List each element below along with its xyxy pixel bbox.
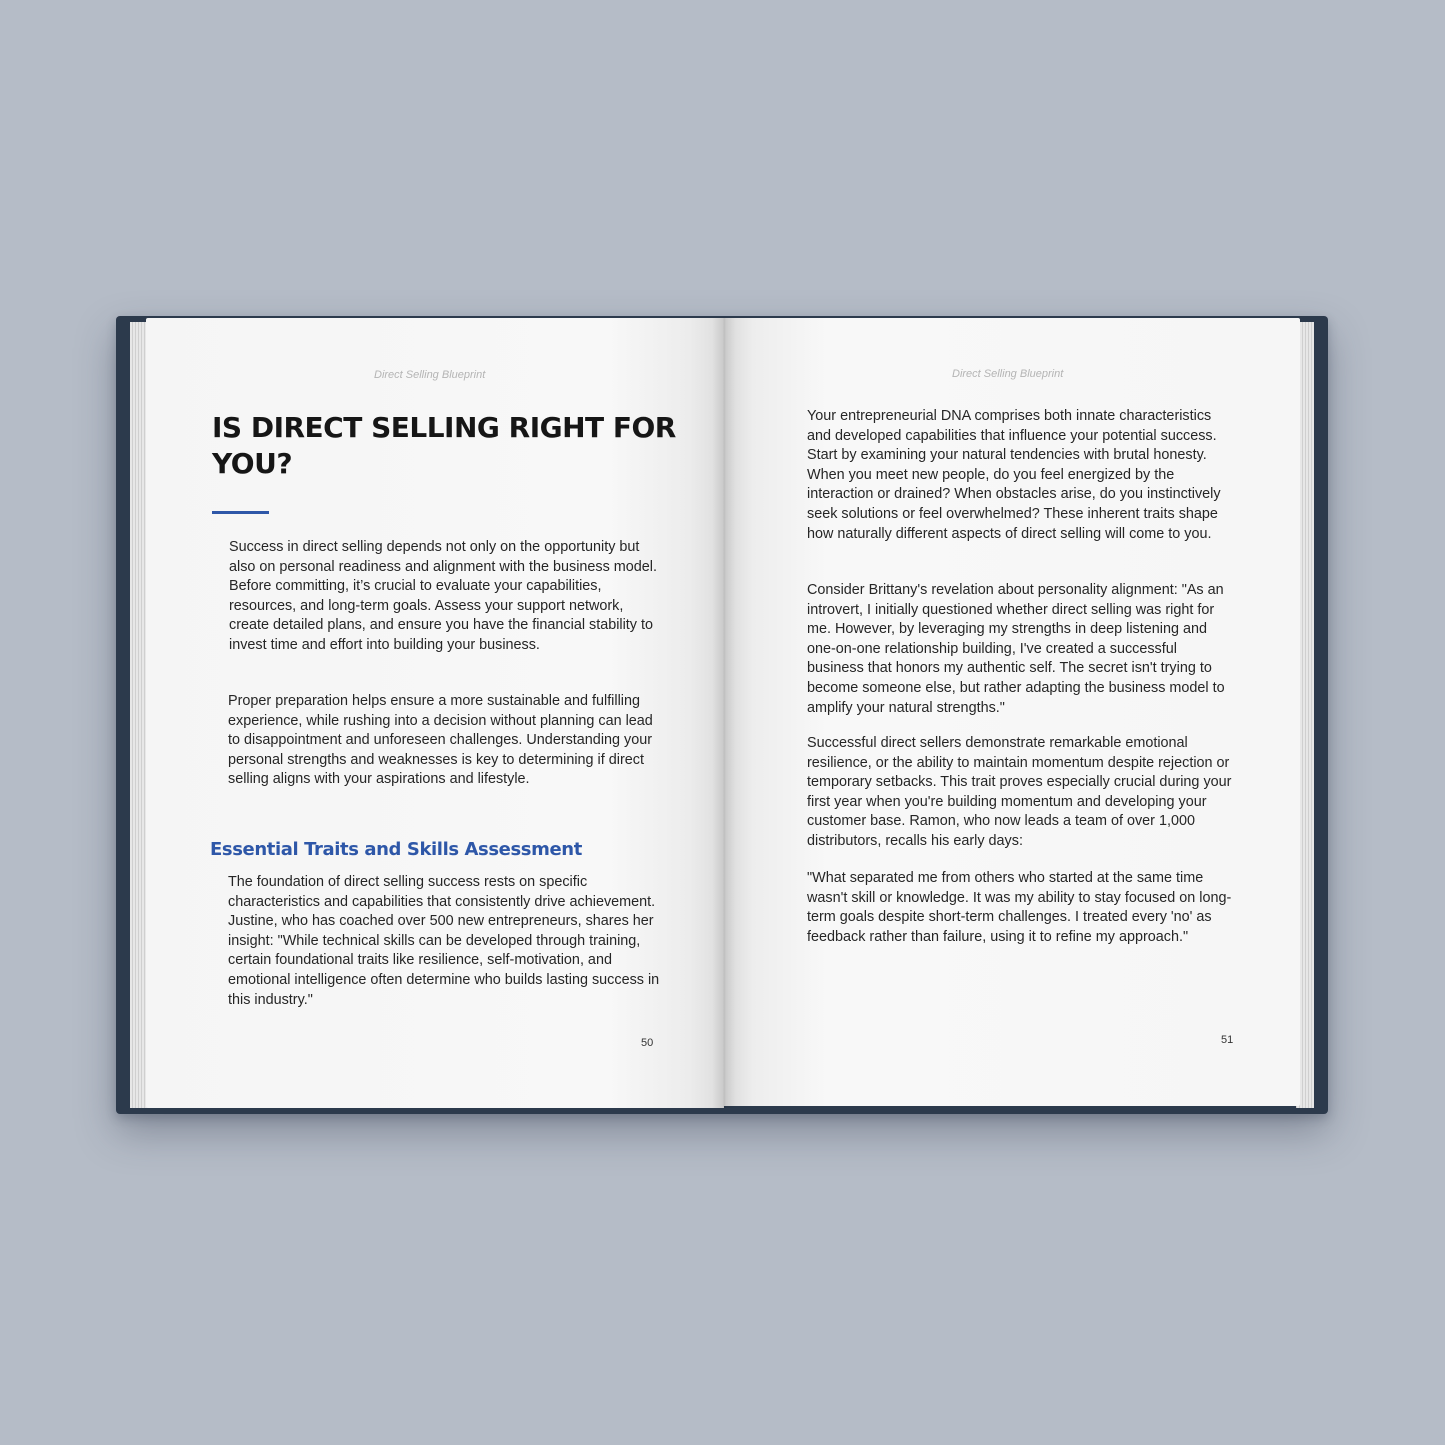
paragraph: "What separated me from others who started at the same time wasn't skill or knowledge. It was my ability to stay focused on long-term goals despite short-term challenges. I treated every 'no' as feedback rather than failure, using it to refine my approach.": [807, 870, 1232, 945]
right-page: [724, 318, 1300, 1106]
page-number: 50: [641, 1037, 654, 1049]
preparation-paragraph: [228, 692, 664, 790]
title-underline: [212, 511, 269, 514]
section-heading: Essential Traits and Skills Assessment: [210, 839, 582, 860]
paragraph: Consider Brittany's revelation about personality alignment: "As an introvert, I initially questioned whether direct selling was right for me. However, by leveraging my strengths in deep listening and one-on-one relationship building, I've created a successful business that honors my authentic self. The secret isn't trying to become someone else, but rather adapting the business model to amplify your natural strengths.": [807, 582, 1225, 716]
intro-paragraph: [229, 538, 665, 656]
page-number: 51: [1221, 1034, 1234, 1046]
running-head: Direct Selling Blueprint: [374, 369, 486, 381]
resilience-paragraph: [807, 734, 1237, 852]
brittany-quote-paragraph: [807, 581, 1237, 718]
paragraph: Proper preparation helps ensure a more sustainable and fulfilling experience, while rushing into a decision without planning can lead to disappointment and unforeseen challenges. Understanding your personal strengths and weaknesses is key to determining if direct selling aligns with your aspirations and lifestyle.: [228, 693, 653, 788]
chapter-title: IS DIRECT SELLING RIGHT FOR YOU?: [212, 411, 676, 480]
section-paragraph: [228, 873, 666, 1010]
running-head: Direct Selling Blueprint: [952, 368, 1064, 380]
paragraph: Successful direct sellers demonstrate remarkable emotional resilience, or the ability to maintain momentum despite rejection or temporary setbacks. This trait proves especially crucial during your first year when you're building momentum and developing your customer base. Ramon, who now leads a team of over 1,000 distributors, recalls his early days:: [807, 735, 1232, 849]
paragraph: The foundation of direct selling success rests on specific characteristics and capabilities that consistently drive achievement. Justine, who has coached over 500 new entrepreneurs, shares her insight: "While technical skills can be developed through training, certain foundational traits like resilience, self-motivation, and emotional intelligence often determine who builds lasting success in this industry.": [228, 874, 660, 1008]
paragraph: Your entrepreneurial DNA comprises both innate characteristics and developed capabilities that influence your potential success. Start by examining your natural tendencies with brutal honesty. When you meet new people, do you feel energized by the interaction or drained? When obstacles arise, do you instinctively seek solutions or feel overwhelmed? These inherent traits shape how naturally different aspects of direct selling will come to you.: [807, 408, 1221, 542]
ramon-quote-paragraph: [807, 869, 1237, 947]
paragraph: Success in direct selling depends not only on the opportunity but also on personal readiness and alignment with the business model. Before committing, it’s crucial to evaluate your capabilities, resources, and long-term goals. Assess your support network, create detailed plans, and ensure you have the financial stability to invest time and effort into building your business.: [229, 539, 657, 653]
entrepreneurial-dna-paragraph: [807, 407, 1237, 544]
left-page: [146, 318, 724, 1108]
